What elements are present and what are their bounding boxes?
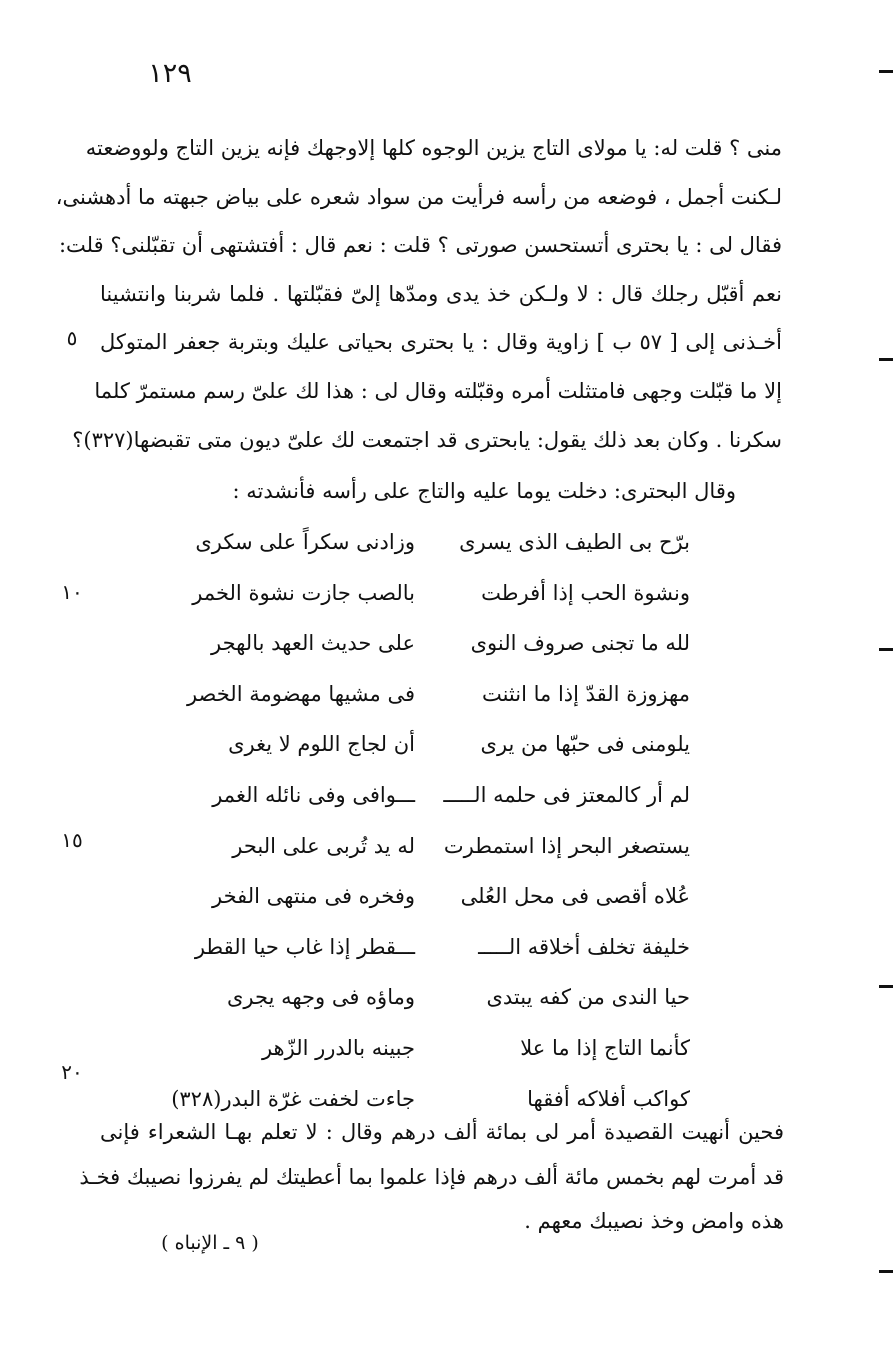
page-number: ١٢٩ <box>148 58 192 89</box>
verse-second-hemistich: على حديث العهد بالهجر <box>210 631 415 656</box>
verse-second-hemistich: وماؤه فى وجهه يجرى <box>227 985 415 1010</box>
verse-first-hemistich: ونشوة الحب إذا أفرطت <box>481 580 690 605</box>
verse-line <box>190 972 690 1023</box>
prose-line: سكرنا . وكان بعد ذلك يقول: يابحترى قد اجتمعت لك علىّ ديون متى تقبضها(٣٢٧)؟ <box>72 427 782 452</box>
margin-tick-4 <box>879 985 893 988</box>
verse-second-hemistich: له يد تُربى على البحر <box>232 833 415 858</box>
verse-first-hemistich: يستصغر البحر إذا استمطرت <box>443 833 690 858</box>
prose-line: فحين أنهيت القصيدة أمر لى بمائة ألف درهم وقال : لا تعلم بهـا الشعراء فإنى <box>100 1120 784 1144</box>
verse-first-hemistich: مهزوزة القدّ إذا ما انثنت <box>481 681 690 706</box>
line-number-10: ١٠ <box>61 580 83 604</box>
verse-first-hemistich: حيا الندى من كفه يبتدى <box>486 985 690 1010</box>
verse-second-hemistich: جبينه بالدرر الزّهر <box>261 1035 415 1060</box>
verse-second-hemistich: أن لجاج اللوم لا يغرى <box>228 732 415 757</box>
verse-line <box>190 871 690 922</box>
verse-first-hemistich: لله ما تجنى صروف النوى <box>470 631 690 656</box>
prose-line: أخـذنى إلى [ ٥٧ ب ] زاوية وقال : يا بحترى بحياتى عليك وبتربة جعفر المتوكل <box>100 330 783 355</box>
verse-line <box>190 517 690 568</box>
margin-tick-5 <box>879 1270 893 1273</box>
line-number-20: ٢٠ <box>61 1060 83 1084</box>
verse-line <box>190 1023 690 1074</box>
poem-intro: وقال البحترى: دخلت يوما عليه والتاج على رأسه فأنشدته : <box>232 479 736 503</box>
verse-second-hemistich: بالصب جازت نشوة الخمر <box>192 580 415 605</box>
verse-first-hemistich: كواكب أفلاكه أفقها <box>527 1086 690 1111</box>
verse-first-hemistich: برّح بى الطيف الذى يسرى <box>459 530 690 554</box>
prose-line: منى ؟ قلت له: يا مولاى التاج يزين الوجوه كلها إلاوجهك فإنه يزين التاج ولووضعته <box>85 136 782 160</box>
verse-second-hemistich: جاءت لخفت غرّة البدر(٣٢٨) <box>171 1086 415 1111</box>
verse-line <box>190 719 690 770</box>
verse-second-hemistich: وزادنى سكراً على سكرى <box>195 530 415 554</box>
verse-line <box>190 770 690 821</box>
prose-line: هذه وامض وخذ نصيبك معهم . <box>524 1209 784 1234</box>
margin-tick-3 <box>879 648 893 651</box>
margin-tick-2 <box>879 358 893 361</box>
signature-mark: ( ٩ ـ الإنباه ) <box>161 1232 259 1254</box>
prose-paragraph-bottom <box>79 1110 784 1244</box>
line-number-5: ٥ <box>66 326 78 350</box>
prose-line: إلا ما قبّلت وجهى فامتثلت أمره وقبّلته وقال لى : هذا لك علىّ رسم مستمرّ كلما <box>94 378 782 403</box>
poem-verses <box>171 517 690 1124</box>
verse-first-hemistich: خليفة تخلف أخلاقه الـــــ <box>478 934 690 959</box>
verse-first-hemistich: لم أر كالمعتز فى حلمه الـــــ <box>443 782 690 807</box>
verse-line <box>190 568 690 619</box>
verse-line <box>190 821 690 872</box>
prose-paragraph-top <box>55 124 783 464</box>
prose-line: قد أمرت لهم بخمس مائة ألف درهم فإذا علموا بما أعطيتك لم يفرزوا نصيبك فخـذ <box>79 1164 784 1189</box>
verse-line <box>190 922 690 973</box>
prose-line: لـكنت أجمل ، فوضعه من رأسه فرأيت من سواد شعره على بياض جبهته ما أدهشنى، <box>55 184 782 209</box>
prose-line: نعم أقبّل رجلك قال : لا ولـكن خذ يدى ومدّها إلىّ فقبّلتها . فلما شربنا وانتشينا <box>100 281 782 306</box>
verse-second-hemistich: ـــقطر إذا غاب حيا القطر <box>194 934 415 959</box>
verse-first-hemistich: يلومنى فى حبّها من يرى <box>480 732 690 757</box>
verse-line <box>190 618 690 669</box>
verse-first-hemistich: كأنما التاج إذا ما علا <box>520 1035 690 1060</box>
line-number-15: ١٥ <box>61 828 83 852</box>
verse-first-hemistich: عُلاه أقصى فى محل العُلى <box>460 884 690 909</box>
margin-tick-1 <box>879 70 893 73</box>
verse-second-hemistich: فى مشيها مهضومة الخصر <box>186 681 415 706</box>
verse-line <box>186 669 690 720</box>
verse-second-hemistich: وفخره فى منتهى الفخر <box>212 884 415 909</box>
verse-second-hemistich: ـــوافى وفى نائله الغمر <box>212 782 415 807</box>
prose-line: فقال لى : يا بحترى أتستحسن صورتى ؟ قلت : نعم قال : أفتشتهى أن تقبّلنى؟ قلت: <box>58 233 782 258</box>
